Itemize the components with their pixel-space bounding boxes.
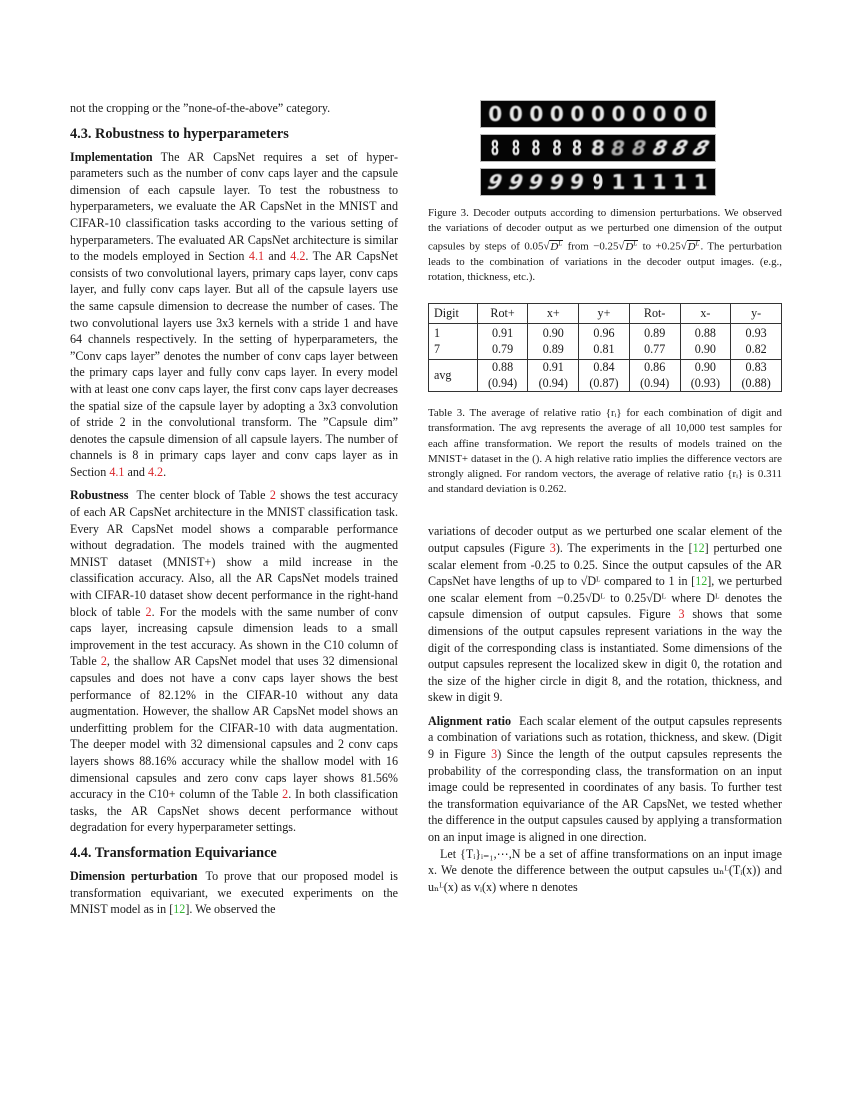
sqrt-symbol: √ bbox=[618, 241, 625, 254]
sqrt-dl: $D^L$ bbox=[625, 239, 638, 254]
cell-digit: 7 bbox=[429, 342, 478, 360]
robustness-text-1: The center block of Table bbox=[136, 488, 270, 503]
header-y-minus: y- bbox=[731, 303, 782, 324]
ref-figure-3[interactable]: 3 bbox=[491, 747, 498, 762]
figure-3-caption bbox=[428, 206, 782, 286]
digit-glyph: 9 bbox=[592, 170, 604, 194]
ref-citation-12[interactable]: 12 bbox=[173, 902, 186, 917]
robustness-text-5: . In both classification tasks, the AR CapsNet shows decent performance without degradation for every hyperparameter settings. bbox=[70, 787, 398, 835]
cell-avg: 0.84 (0.87) bbox=[579, 360, 630, 392]
robustness-text-4: , the shallow AR CapsNet model that uses 32 dimensional capsules and does not have a conv caps layer shows the best performance of 82.12% in the CIFAR-10 without any data augmentation. However, the shallow AR CapsNet model shows an underfitting problem for the CIFAR-10 with data augmentation. The deeper model with 32 dimensional capsules and 2 conv caps layers shows 88.16% accuracy while the shallow model with 16 dimensional capsules and zero conv caps layer shows 81.56% accuracy in the C10+ column of the Table bbox=[70, 654, 398, 802]
cell: 0.90 bbox=[680, 342, 731, 360]
ref-table-2[interactable]: 2 bbox=[100, 654, 107, 669]
ref-citation-12[interactable]: 12 bbox=[692, 540, 705, 555]
digit-9-strip bbox=[480, 168, 716, 196]
digit-glyph: 0 bbox=[673, 102, 687, 126]
cell: 0.89 bbox=[629, 324, 680, 342]
digit-glyph: 1 bbox=[693, 170, 708, 194]
ref-section-4-2[interactable]: 4.2 bbox=[147, 464, 164, 479]
cell-avg-label: avg bbox=[429, 360, 478, 392]
right-column bbox=[428, 206, 782, 895]
digit-glyph: 9 bbox=[483, 170, 507, 194]
digit-glyph: 8 bbox=[648, 136, 671, 160]
figure-3-decoder-outputs bbox=[480, 100, 716, 202]
digit-glyph: 0 bbox=[611, 102, 626, 126]
cell: 0.96 bbox=[579, 324, 630, 342]
sqrt-symbol: √ bbox=[543, 241, 550, 254]
cell: 0.77 bbox=[629, 342, 680, 360]
header-x-plus: x+ bbox=[528, 303, 579, 324]
cell-avg: 0.91 (0.94) bbox=[528, 360, 579, 392]
text-and: and bbox=[124, 464, 148, 479]
sqrt-dl: $D^L$ bbox=[687, 239, 700, 254]
digit-glyph: 1 bbox=[632, 170, 646, 194]
robustness-paragraph bbox=[70, 487, 398, 835]
digit-glyph: 8 bbox=[551, 136, 562, 160]
cell-avg: 0.88 (0.94) bbox=[477, 360, 528, 392]
text: shows that some dimensions of the output capsules represent variations in the way the digit of the corresponding class is instantiated. Some dimensions of the output capsules represent the localized skew in digit 0, the rotation and the size of the higher circle in digit 8, and the rotation, thickness, and skew in digit 9. bbox=[428, 607, 782, 705]
caption-text-a: Figure 3. Decoder outputs according to dimension perturbations. We observed the variations of decoder output as we perturbed one dimension of the output capsules by steps of 0.05 bbox=[428, 207, 782, 254]
table-avg-row bbox=[429, 360, 782, 392]
robustness-lead: Robustness bbox=[70, 488, 129, 503]
sqrt-symbol: √ bbox=[680, 241, 687, 254]
text: variations of decoder output as we perturbed one scalar element of the output capsules (Figure bbox=[428, 524, 782, 555]
digit-glyph: 0 bbox=[529, 102, 544, 126]
intro-line: not the cropping or the ”none-of-the-above” category. bbox=[70, 101, 331, 115]
left-column bbox=[70, 100, 398, 918]
digit-glyph: 0 bbox=[508, 102, 523, 126]
digit-glyph: 0 bbox=[549, 102, 564, 126]
table-row bbox=[429, 324, 782, 342]
table-header-row bbox=[429, 303, 782, 324]
digit-glyph: 1 bbox=[652, 170, 667, 194]
text: ], we perturbed one scalar element from −0.25√Dᴸ to 0.25√Dᴸ where Dᴸ denotes the capsule dimension of output capsules. Figure bbox=[428, 574, 783, 622]
dimension-perturbation-lead: Dimension perturbation bbox=[70, 868, 198, 883]
text: ). The experiments in the [ bbox=[555, 540, 693, 555]
caption-text-d: . The perturbation leads to the combination of variations in the decoder output images. (e.g., rotation, thickness, etc.). bbox=[428, 241, 782, 284]
dimension-text-1: To prove that our proposed model is transformation equivariant, we executed experiments on the MNIST model as in [ bbox=[70, 868, 399, 917]
header-x-minus: x- bbox=[680, 303, 731, 324]
digit-glyph: 8 bbox=[491, 136, 500, 160]
digit-glyph: 1 bbox=[673, 170, 687, 194]
cell-avg: 0.90 (0.93) bbox=[680, 360, 731, 392]
digit-glyph: 8 bbox=[589, 136, 606, 160]
text: Each scalar element of the output capsules represents a combination of variations such as rotation, thickness, and skew. (Digit 9 in Figure bbox=[428, 713, 782, 762]
digit-glyph: 0 bbox=[488, 102, 503, 126]
dimension-text-2: ]. We observed the bbox=[185, 902, 276, 917]
digit-glyph: 8 bbox=[609, 136, 628, 160]
implementation-paragraph bbox=[70, 149, 398, 481]
alignment-ratio-lead: Alignment ratio bbox=[428, 713, 512, 728]
robustness-text-2: shows the test accuracy of each AR CapsNet architecture in the MNIST classification task. Every AR CapsNet model shows a comparable performance without degradation. The models trained with the augmented MNIST dataset (MNIST+) show a mild increase in the classification accuracy. Also, all the AR CapsNet models trained with CIFAR-10 dataset show decent performance in the right-hand block of table bbox=[70, 488, 398, 619]
digit-glyph: 9 bbox=[526, 170, 547, 194]
table-row bbox=[429, 342, 782, 360]
digit-glyph: 8 bbox=[511, 136, 520, 160]
digit-glyph: 1 bbox=[611, 170, 626, 194]
alignment-ratio-paragraph bbox=[428, 713, 782, 846]
ref-citation-12[interactable]: 12 bbox=[695, 574, 708, 589]
cell-avg: 0.83 (0.88) bbox=[731, 360, 782, 392]
digit-glyph: 0 bbox=[632, 102, 646, 126]
digit-0-strip bbox=[480, 100, 716, 128]
cell-avg: 0.86 (0.94) bbox=[629, 360, 680, 392]
text-period: . bbox=[163, 464, 167, 479]
digit-glyph: 8 bbox=[572, 136, 583, 160]
dimension-perturbation-paragraph bbox=[70, 868, 398, 918]
caption-text-c: to +0.25 bbox=[638, 241, 681, 254]
cell: 0.79 bbox=[477, 342, 528, 360]
robustness-text-3: . For the models with the same number of conv caps layer, increasing capsule dimension leads to a small improvement in the test accuracy. As shown in the C10 column of Table bbox=[70, 604, 398, 669]
cell: 0.90 bbox=[528, 324, 579, 342]
section-4-4-heading: 4.4. Transformation Equivariance bbox=[70, 844, 277, 861]
ref-table-2[interactable]: 2 bbox=[269, 488, 276, 503]
digit-glyph: 8 bbox=[628, 136, 650, 160]
cell: 0.82 bbox=[731, 342, 782, 360]
digit-glyph: 0 bbox=[570, 102, 585, 126]
text: ) Since the length of the output capsules represents the probability of the corresponding class, the transformation on an input image could be represented in coordinates of any basis. To further test the transformation equivariance of the AR CapsNet, we tested whether the difference in the output capsules caused by applying a transformation on an input image is aligned in one direction. bbox=[428, 747, 782, 845]
table-3-caption: Table 3. The average of relative ratio {rᵢ} for each combination of digit and transformation. The avg represents the average of all 10,000 test samples for each affine transformation. We report the results of models trained on the MNIST+ dataset in the (). A high relative ratio implies the difference vectors are strongly aligned. For random vectors, the average of relative ratio {rᵢ} is 0.311 and standard deviation is 0.262. bbox=[428, 407, 782, 496]
digit-glyph: 0 bbox=[652, 102, 667, 126]
implementation-text-2: . The AR CapsNet consists of two convolutional layers, primary caps layer, conv caps layer, and fully conv caps layer. But all of the capsule layers use the same capsule dimension to decrease the number of cases. The two convolutional layers use 3x3 kernels with a stride 1 and have 64 channels respectively. In the setting of hyperparameters, the ”Conv caps layer” denotes the number of conv caps layer between the primary caps layer and fully conv caps layer. In every model with at least one conv caps layer, the first conv caps layer decreases the spatial size of the capsule layer by adopting a 3x3 convolution of stride 2 in the convolutional transform. The ”Capsule dim” denotes the capsule dimension of all capsule layers. The number of channels is 8 in primary caps layer and conv caps layer as in Section bbox=[70, 249, 398, 479]
header-y-plus: y+ bbox=[579, 303, 630, 324]
ref-figure-3[interactable]: 3 bbox=[678, 607, 685, 622]
header-digit: Digit bbox=[429, 303, 478, 324]
digit-glyph: 8 bbox=[531, 136, 541, 160]
let-paragraph: Let {Tᵢ}ᵢ₌₁,⋯,N be a set of affine transformations on an input image x. We denote the difference between the output capsules uₙᴸ(Tᵢ(x)) and uₙᴸ(x) as vᵢ(x) where n denotes bbox=[428, 846, 782, 894]
digit-glyph: 0 bbox=[693, 102, 708, 126]
cell-digit: 1 bbox=[429, 324, 478, 342]
digit-glyph: 9 bbox=[504, 170, 527, 194]
ref-section-4-2[interactable]: 4.2 bbox=[290, 249, 306, 264]
ref-figure-3[interactable]: 3 bbox=[549, 540, 556, 555]
ref-table-2[interactable]: 2 bbox=[282, 787, 289, 802]
digit-glyph: 9 bbox=[568, 170, 587, 194]
section-4-3-heading: 4.3. Robustness to hyperparameters bbox=[70, 125, 289, 142]
header-rot-plus: Rot+ bbox=[477, 303, 528, 324]
caption-text-b: from −0.25 bbox=[563, 241, 619, 254]
cell: 0.91 bbox=[477, 324, 528, 342]
table-3 bbox=[428, 303, 782, 393]
text: ] perturbed one scalar element from -0.25 to 0.25. Since the output capsules of the AR CapsNet have lengths of up to √Dᴸ compared to 1 in [ bbox=[428, 540, 782, 589]
header-rot-minus: Rot- bbox=[629, 303, 680, 324]
cell: 0.81 bbox=[579, 342, 630, 360]
digit-glyph: 0 bbox=[590, 102, 605, 126]
digit-glyph: 8 bbox=[686, 136, 715, 160]
text-and: and bbox=[264, 249, 291, 264]
digit-8-strip bbox=[480, 134, 716, 162]
cell: 0.88 bbox=[680, 324, 731, 342]
implementation-text-1: The AR CapsNet requires a set of hyperparameters such as the number of conv caps layer and the capsule dimension of each capsule layer. To test the robustness to hyperparameters, we evaluate the AR CapsNet in the MNIST and CIFAR-10 classification tasks according to the various setting of hyperparameters. The evaluated AR CapsNet architecture is similar to the models employed in Section bbox=[70, 149, 398, 264]
cell: 0.89 bbox=[528, 342, 579, 360]
cell: 0.93 bbox=[731, 324, 782, 342]
digit-glyph: 8 bbox=[667, 136, 693, 160]
ref-table-2[interactable]: 2 bbox=[145, 604, 152, 619]
implementation-lead: Implementation bbox=[70, 149, 153, 164]
ref-section-4-1[interactable]: 4.1 bbox=[109, 464, 125, 479]
sqrt-dl: $D^L$ bbox=[550, 239, 563, 254]
ref-section-4-1[interactable]: 4.1 bbox=[248, 249, 265, 264]
perturbation-discussion-paragraph bbox=[428, 523, 782, 706]
digit-glyph: 9 bbox=[547, 170, 567, 194]
